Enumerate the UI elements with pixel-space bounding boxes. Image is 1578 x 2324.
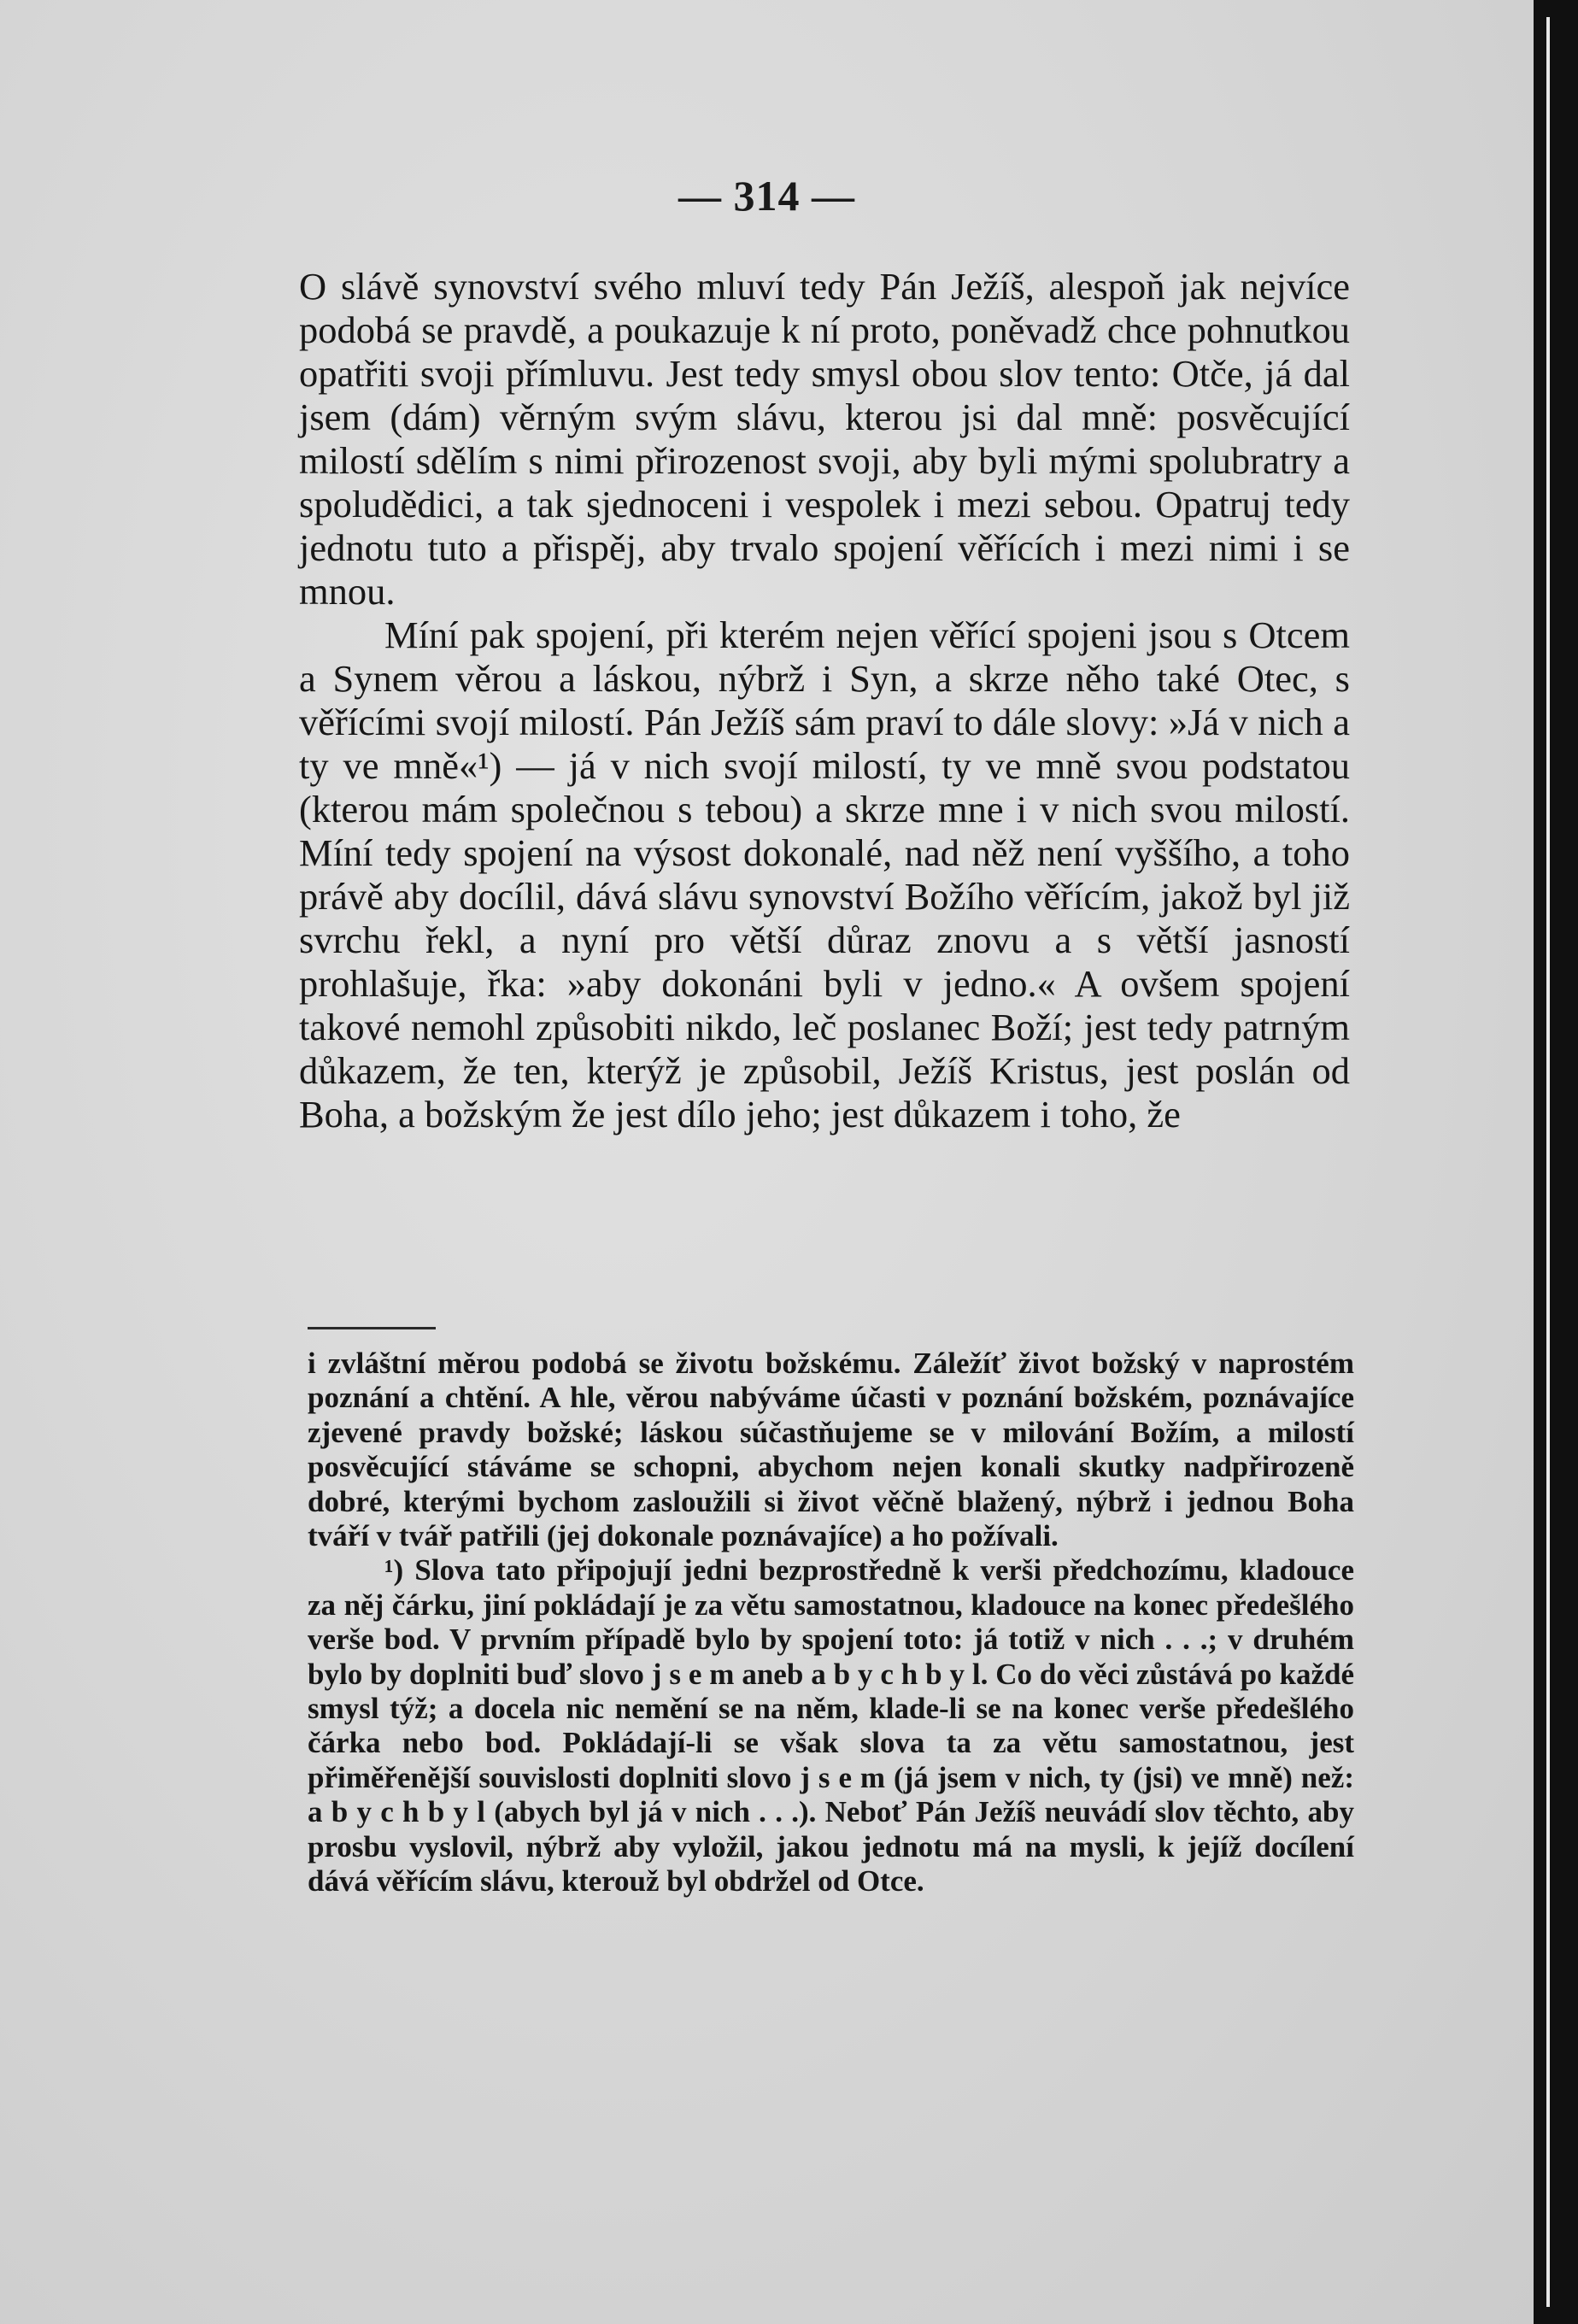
page-number: — 314 — [678, 172, 855, 220]
scan-edge [1534, 0, 1578, 2324]
body-paragraph: Míní pak spojení, při kterém nejen věřící spojeni jsou s Otcem a Synem věrou a láskou, nýbrž i Syn, a skrze něho také Otec, s věřícími svojí milostí. Pán Ježíš sám praví to dále slovy: »Já v nich a ty ve mně«¹) — já v nich svojí milostí, ty ve mně svou podstatou (kterou mám společnou s tebou) a skrze mne i v nich svou milostí. Míní tedy spojení na výsost dokonalé, nad něž není vyššího, a toho právě aby docílil, dává slávu synovství Božího věřícím, jakož byl již svrchu řekl, a nyní pro větší důraz znovu a s větší jasností prohlašuje, řka: »aby dokonáni byli v jedno.« A ovšem spojení takové nemohl způsobiti nikdo, leč poslanec Boží; jest tedy patrným důkazem, že ten, kterýž je způsobil, Ježíš Kristus, jest poslán od Boha, a božským že jest dílo jeho; jest důkazem i toho, že [299, 613, 1350, 1136]
footnote-divider [308, 1327, 436, 1329]
footnote-paragraph: i zvláštní měrou podobá se životu božskému. Záležíť život božský v naprostém poznání a chtění. A hle, věrou nabýváme účasti v poznání božském, poznávajíce zjevené pravdy božské; láskou súčastňujeme se v milování Božím, a milostí posvěcující stáváme se schopni, abychom nejen konali skutky nadpřirozeně dobré, kterými bychom zasloužili si život věčně blažený, nýbrž i jednou Boha tváří v tvář patřili (jej dokonale poznávajíce) a ho požívali. [308, 1347, 1354, 1553]
scan-edge-line [1546, 17, 1550, 2307]
footnotes [308, 1347, 1354, 1899]
footnote-paragraph: ¹) Slova tato připojují jedni bezprostředně k verši předchozímu, kladouce za něj čárku, jiní pokládají je za větu samostatnou, kladouce na konec předešlého verše bod. V prvním případě bylo by spojení toto: já totiž v nich . . .; v druhém bylo by doplniti buď slovo j s e m aneb a b y c h b y l. Co do věci zůstává po každé smysl týž; a docela nic nemění se na něm, klade-li se na konec verše předešlého čárka nebo bod. Pokládají-li se však slova ta za větu samostatnou, jest přiměřenější souvislosti doplniti slovo j s e m (já jsem v nich, ty (jsi) ve mně) než: a b y c h b y l (abych byl já v nich . . .). Neboť Pán Ježíš neuvádí slov těchto, aby prosbu vyslovil, nýbrž aby vyložil, jakou jednotu má na mysli, k jejíž docílení dává věřícím slávu, kterouž byl obdržel od Otce. [308, 1553, 1354, 1899]
main-text [299, 265, 1350, 1136]
body-paragraph: O slávě synovství svého mluví tedy Pán Ježíš, alespoň jak nejvíce podobá se pravdě, a poukazuje k ní proto, poněvadž chce pohnutkou opatřiti svoji přímluvu. Jest tedy smysl obou slov tento: Otče, já dal jsem (dám) věrným svým slávu, kterou jsi dal mně: posvěcující milostí sdělím s nimi přirozenost svoji, aby byli mými spolubratry a spoludědici, a tak sjednoceni i vespolek i mezi sebou. Opatruj tedy jednotu tuto a přispěj, aby trvalo spojení věřících i mezi nimi i se mnou. [299, 265, 1350, 613]
